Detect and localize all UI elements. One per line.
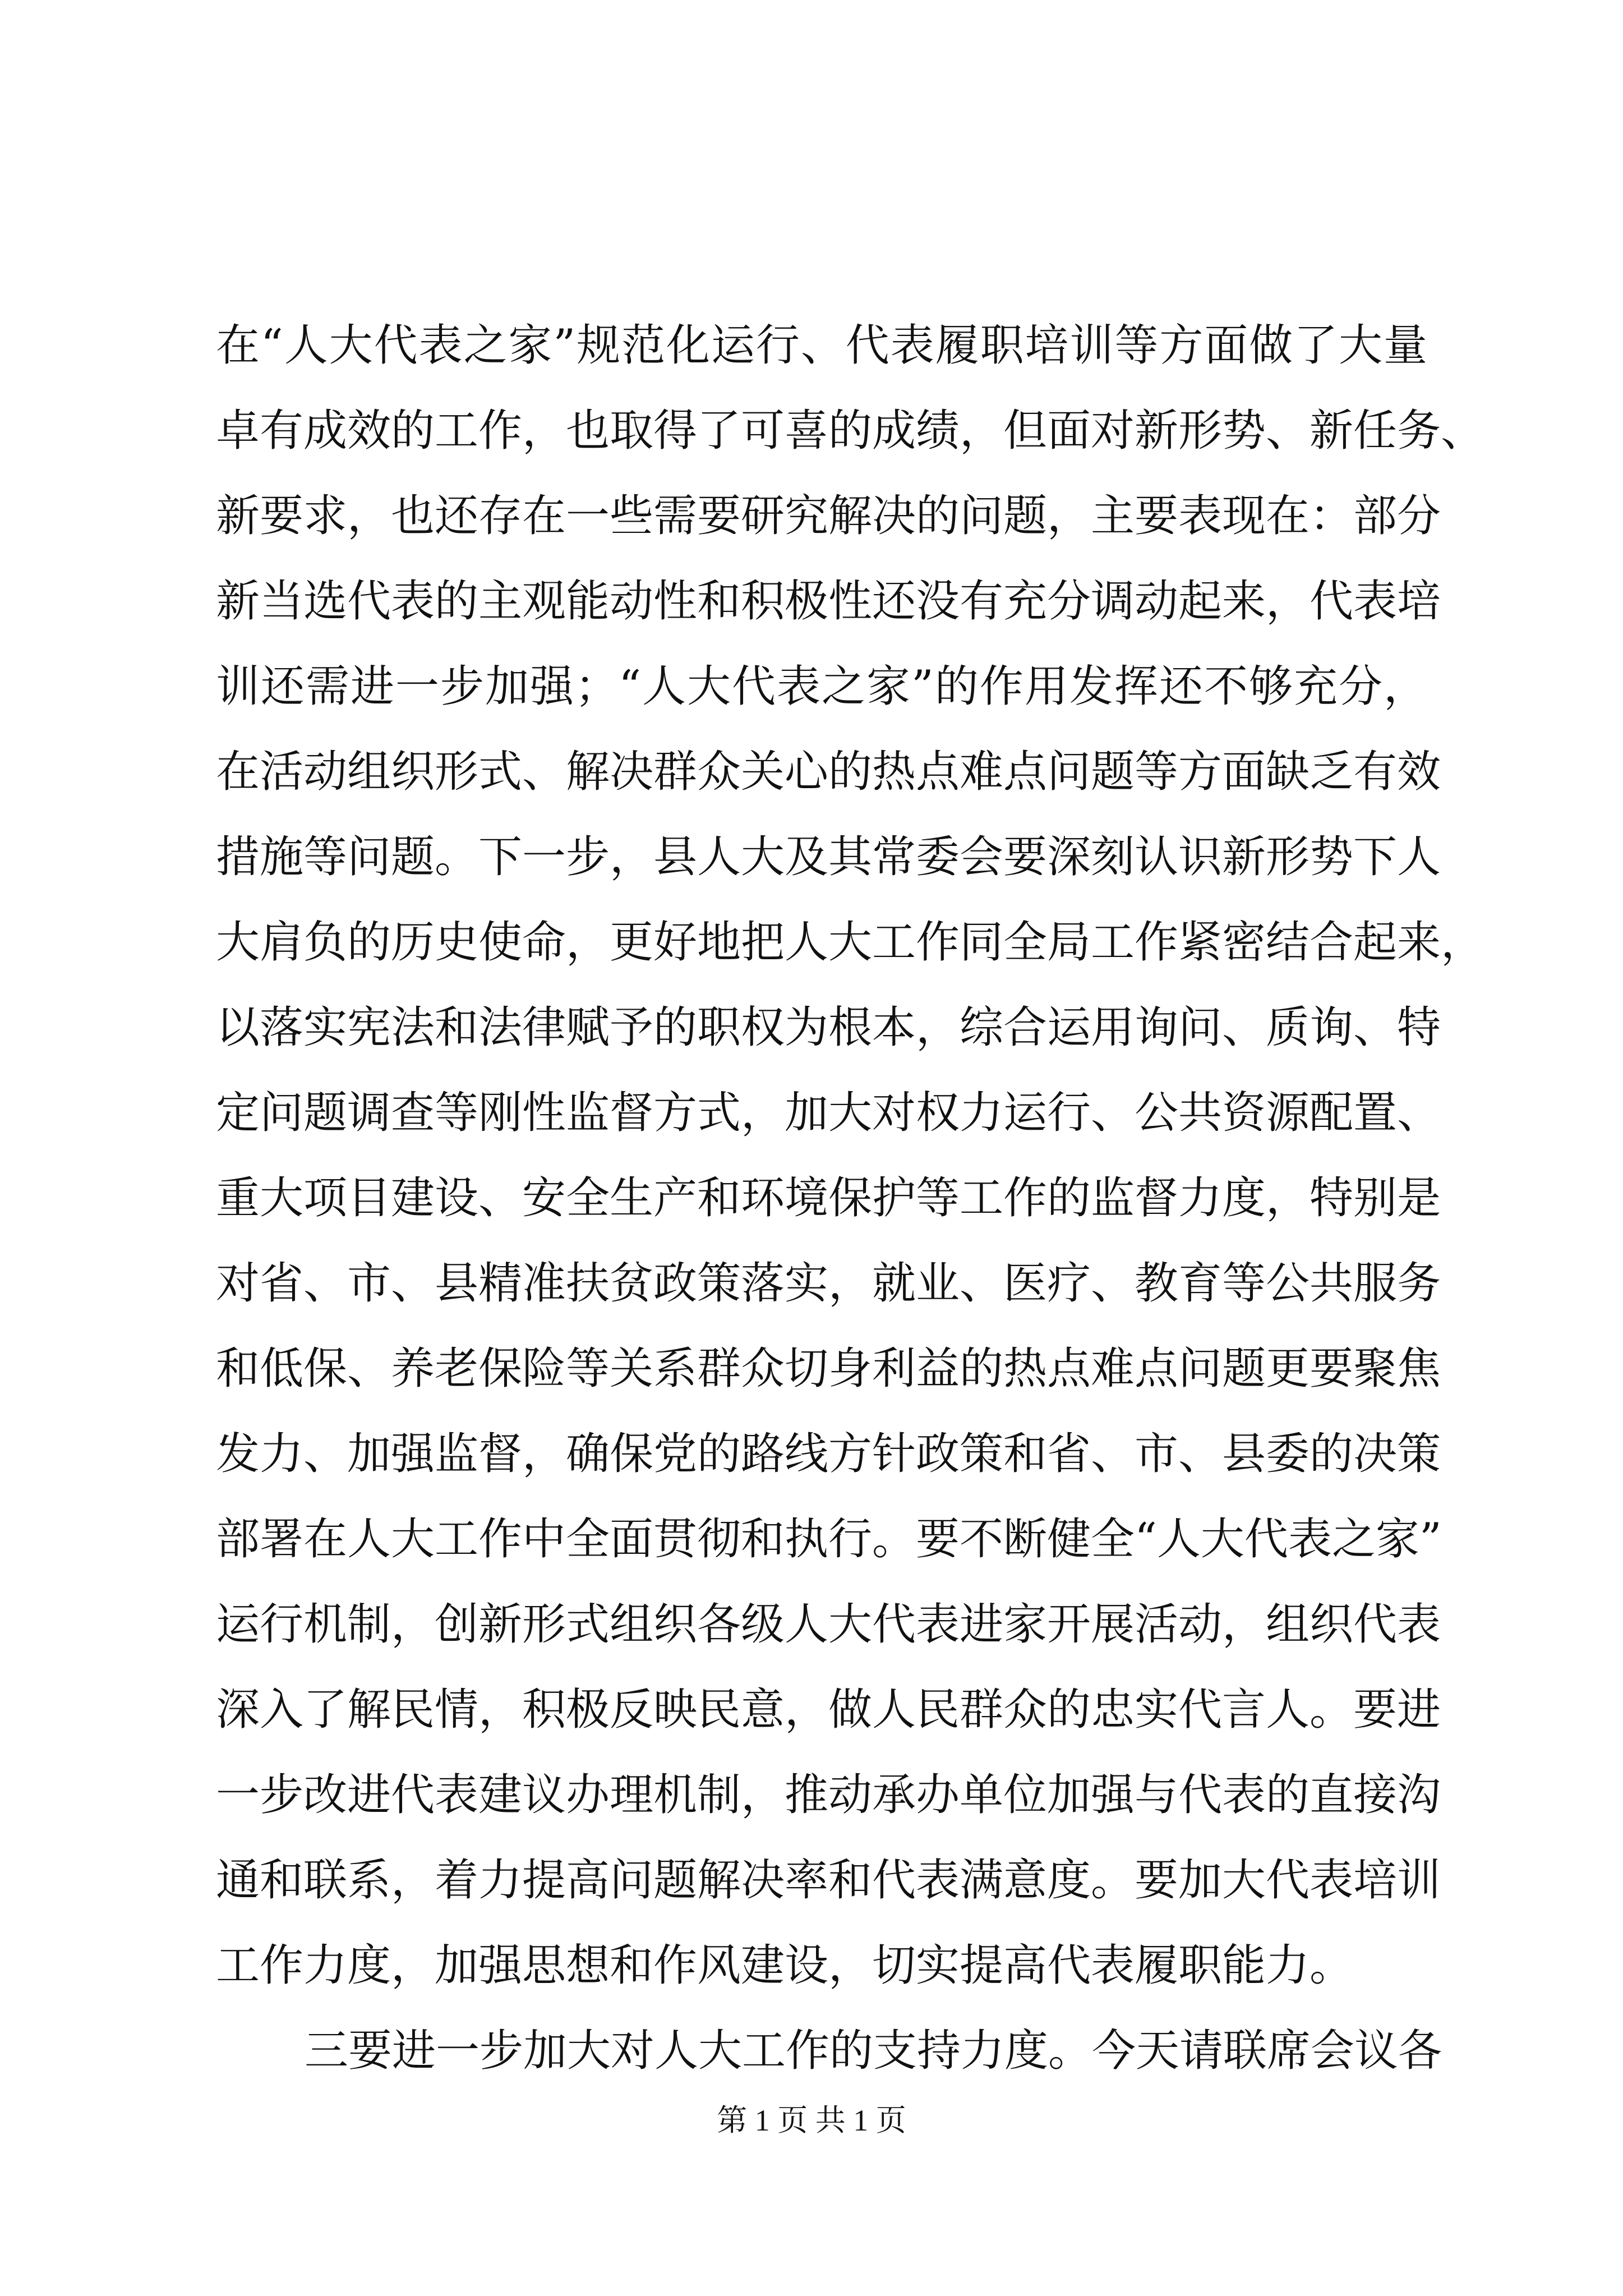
text-line: 定问题调查等刚性监督方式，加大对权力运行、公共资源配置、	[216, 1088, 1441, 1138]
text-line: 运行机制，创新形式组织各级人大代表进家开展活动，组织代表	[216, 1599, 1441, 1650]
text-line: 以落实宪法和法律赋予的职权为根本，综合运用询问、质询、特	[216, 1002, 1441, 1053]
page-footer: 第 1 页 共 1 页	[717, 2104, 906, 2137]
text-line: 工作力度，加强思想和作风建设，切实提高代表履职能力。	[216, 1940, 1354, 1991]
text-line: 对省、市、县精准扶贫政策落实，就业、医疗、教育等公共服务	[216, 1258, 1441, 1309]
text-line: 通和联系，着力提高问题解决率和代表满意度。要加大代表培训	[216, 1855, 1441, 1906]
text-line: 部署在人大工作中全面贯彻和执行。要不断健全“人大代表之家”	[216, 1514, 1442, 1565]
text-line: 一步改进代表建议办理机制，推动承办单位加强与代表的直接沟	[216, 1770, 1441, 1820]
text-line: 新当选代表的主观能动性和积极性还没有充分调动起来，代表培	[216, 576, 1441, 627]
text-line: 大肩负的历史使命，更好地把人大工作同全局工作紧密结合起来，	[216, 917, 1485, 968]
body-text	[216, 303, 1485, 2093]
text-line: 训还需进一步加强；“人大代表之家”的作用发挥还不够充分，	[216, 661, 1427, 712]
text-line: 新要求，也还存在一些需要研究解决的问题，主要表现在：部分	[216, 491, 1441, 541]
text-line: 重大项目建设、安全生产和环境保护等工作的监督力度，特别是	[216, 1173, 1441, 1223]
text-line: 和低保、养老保险等关系群众切身利益的热点难点问题更要聚焦	[216, 1343, 1441, 1394]
text-line: 卓有成效的工作，也取得了可喜的成绩，但面对新形势、新任务、	[216, 406, 1485, 456]
text-line: 深入了解民情，积极反映民意，做人民群众的忠实代言人。要进	[216, 1685, 1441, 1735]
text-line: 在“人大代表之家”规范化运行、代表履职培训等方面做了大量	[216, 320, 1427, 371]
text-line: 在活动组织形式、解决群众关心的热点难点问题等方面缺乏有效	[216, 747, 1441, 797]
text-line: 发力、加强监督，确保党的路线方针政策和省、市、县委的决策	[216, 1429, 1441, 1479]
paragraph-start-line: 三要进一步加大对人大工作的支持力度。今天请联席会议各	[305, 2026, 1442, 2076]
text-line: 措施等问题。下一步，县人大及其常委会要深刻认识新形势下人	[216, 832, 1441, 882]
